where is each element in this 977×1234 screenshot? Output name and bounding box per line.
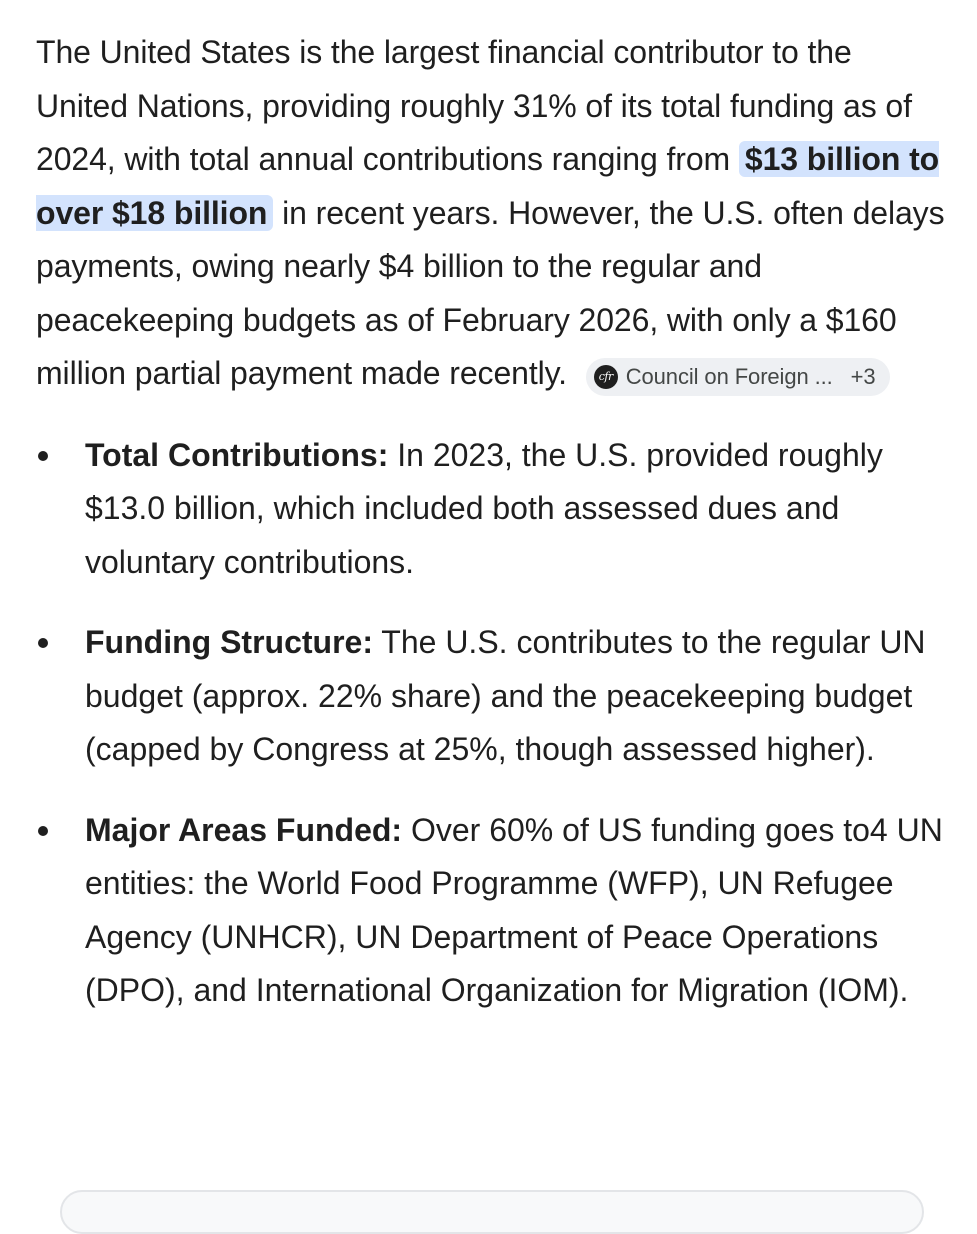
bullet-dot-icon	[38, 826, 48, 836]
bullet-text: Over 60% of US funding goes to4 UN entities: the World Food Programme (WFP), UN Refugee Agency (UNHCR), UN Department of Peace Operations (DPO), and International Organization for Migration (IOM).	[85, 811, 943, 1008]
bullet-title: Total Contributions:	[85, 436, 389, 473]
bullet-text: The U.S. contributes to the regular UN budget (approx. 22% share) and the peacekeeping budget (capped by Congress at 25%, though assessed higher).	[85, 624, 926, 767]
intro-paragraph	[36, 26, 951, 401]
bullet-item	[36, 429, 951, 590]
highlighted-contribution-range[interactable]: $13 billion to over $18 billion	[36, 141, 940, 231]
bullet-item	[36, 804, 951, 1018]
source-chip-more-count: +3	[850, 364, 876, 389]
source-chip-label: Council on Foreign ...	[625, 364, 833, 389]
bullet-dot-icon	[38, 638, 48, 648]
bullet-list	[36, 429, 951, 1018]
bullet-text: In 2023, the U.S. provided roughly $13.0 billion, which included both assessed dues and voluntary contributions.	[85, 436, 883, 580]
bullet-dot-icon	[38, 451, 48, 461]
bullet-title: Major Areas Funded:	[85, 811, 403, 848]
cfr-logo-icon: cfr	[594, 365, 618, 389]
bullet-title: Funding Structure:	[85, 624, 373, 660]
bullet-item	[36, 616, 951, 777]
bottom-input-bar[interactable]	[60, 1190, 924, 1234]
source-chip[interactable]	[586, 358, 890, 396]
intro-text-start: The United States is the largest financial contributor to the United Nations, providing roughly 31% of its total funding as of 2024, with total annual contributions ranging from	[36, 34, 912, 177]
ai-answer-content	[36, 26, 951, 1045]
intro-text-end: in recent years. However, the U.S. often delays payments, owing nearly $4 billion to the regular and peacekeeping budgets as of February 2026, with only a $160 million partial payment made recently.	[36, 194, 945, 391]
